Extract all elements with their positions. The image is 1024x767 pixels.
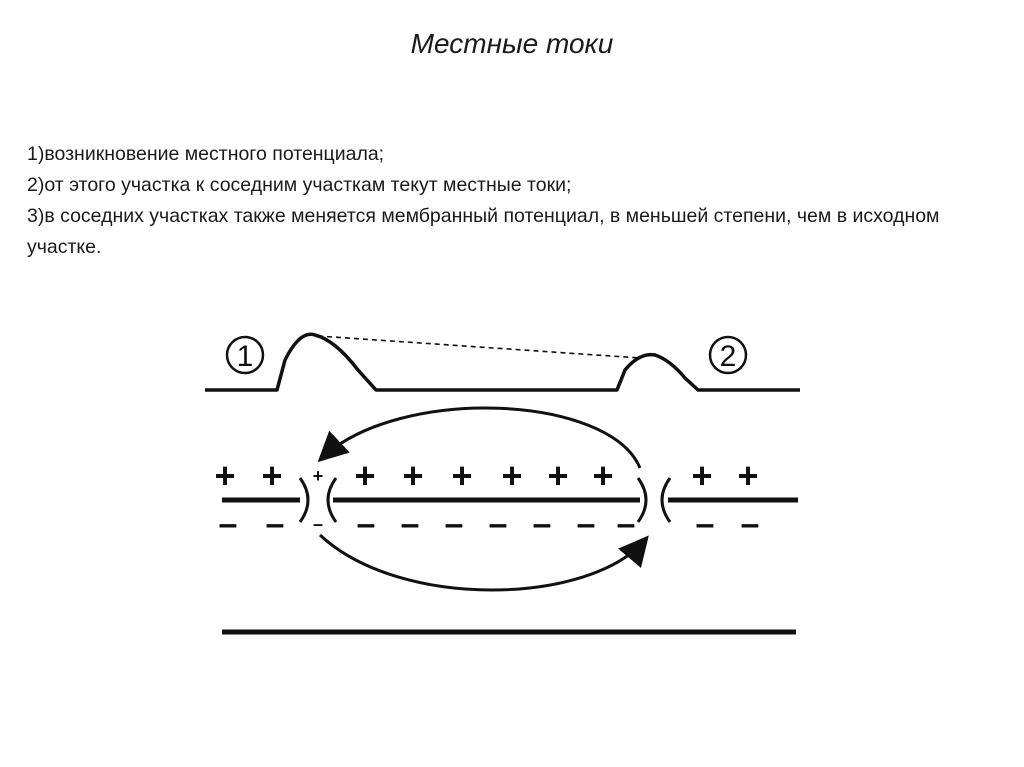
lower-current-arrow	[320, 535, 645, 590]
minus-sign: –	[312, 514, 324, 534]
minus-sign: –	[576, 505, 596, 543]
plus-sign: +	[737, 455, 759, 496]
plus-sign: +	[402, 455, 424, 496]
svg-text:2: 2	[719, 340, 737, 373]
minus-sign: –	[265, 505, 285, 543]
attenuation-dashed-line	[318, 336, 640, 358]
plus-sign: +	[354, 455, 376, 496]
minus-sign: –	[740, 505, 760, 543]
minus-sign: –	[218, 505, 238, 543]
svg-text:1: 1	[236, 340, 254, 373]
point-1: 1)возникновение местного потенциала;	[27, 143, 385, 165]
minus-sign: –	[444, 505, 464, 543]
site-1-label	[227, 337, 263, 373]
minus-sign: –	[695, 505, 715, 543]
plus-sign: +	[501, 455, 523, 496]
minus-sign: –	[488, 505, 508, 543]
site-2-label	[710, 337, 746, 373]
point-2: 2)от этого участка к соседним участкам текут местные токи;	[27, 174, 572, 196]
minus-sign: –	[400, 505, 420, 543]
plus-sign: +	[214, 455, 236, 496]
plus-sign: +	[547, 455, 569, 496]
plus-sign: +	[592, 455, 614, 496]
minus-sign: –	[616, 505, 636, 543]
boundary-left-a	[300, 478, 308, 522]
point-3: 3)в соседних участках также меняется мембранный потенциал, в меньшей степени, чем в исходном участке.	[27, 205, 940, 258]
plus-sign: +	[312, 466, 324, 486]
plus-sign: +	[691, 455, 713, 496]
slide-title: Местные токи	[410, 28, 614, 59]
plus-sign: +	[261, 455, 283, 496]
minus-sign: –	[356, 505, 376, 543]
plus-sign: +	[451, 455, 473, 496]
minus-sign: –	[532, 505, 552, 543]
